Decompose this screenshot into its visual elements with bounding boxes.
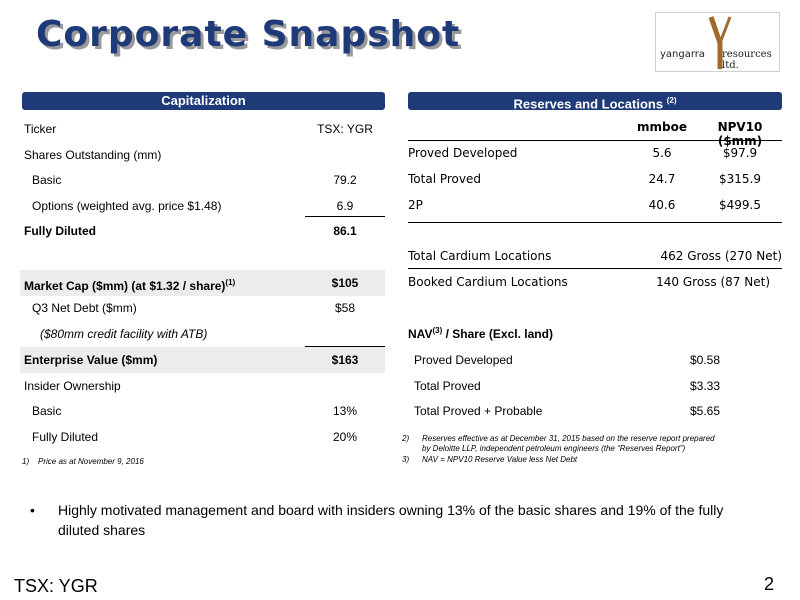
footnote-3: NAV = NPV10 Reserve Value less Net Debt bbox=[422, 455, 578, 464]
cap-label: Shares Outstanding (mm) bbox=[24, 148, 162, 162]
footer-ticker: TSX: YGR bbox=[14, 576, 98, 596]
cap-row-credit-facility bbox=[20, 321, 385, 347]
col-header-mmboe: mmboe bbox=[637, 120, 687, 134]
cap-value: 13% bbox=[332, 404, 358, 418]
cap-row-insider-basic bbox=[20, 398, 385, 424]
row-rule bbox=[408, 268, 782, 269]
nav-label: Total Proved bbox=[414, 379, 481, 393]
nav-value: $5.65 bbox=[690, 404, 721, 418]
footnote-ref: (2) bbox=[666, 96, 677, 105]
reserve-mmboe: 40.6 bbox=[648, 198, 676, 212]
cap-value: 86.1 bbox=[333, 224, 357, 238]
location-value: 462 Gross (270 Net) bbox=[660, 249, 782, 263]
cap-row-net-debt bbox=[20, 295, 385, 321]
cap-label: Q3 Net Debt ($mm) bbox=[32, 301, 137, 315]
cap-row-enterprise-value bbox=[20, 347, 385, 373]
cap-row-market-cap bbox=[20, 270, 385, 296]
section-rule bbox=[408, 222, 782, 223]
cap-row-fully-diluted bbox=[20, 218, 385, 244]
footnote-ref: (3) bbox=[432, 326, 443, 335]
col-header-npv10: NPV10 ($mm) bbox=[717, 120, 763, 148]
reserve-npv: $315.9 bbox=[719, 172, 761, 186]
cap-row-basic bbox=[20, 167, 385, 193]
cap-value: TSX: YGR bbox=[317, 122, 373, 136]
nav-title bbox=[408, 326, 553, 341]
nav-value: $0.58 bbox=[690, 353, 721, 367]
cap-value: 79.2 bbox=[333, 173, 357, 187]
cap-value: $163 bbox=[331, 353, 359, 367]
cap-label: Basic bbox=[32, 173, 62, 187]
nav-title-label: NAV bbox=[408, 327, 433, 341]
cap-value: $105 bbox=[331, 276, 359, 290]
cap-row-insider bbox=[20, 373, 385, 399]
nav-value: $3.33 bbox=[690, 379, 721, 393]
reserve-label: Proved Developed bbox=[408, 146, 518, 160]
header-rule bbox=[408, 140, 782, 141]
sum-line bbox=[305, 216, 385, 217]
page-number: 2 bbox=[763, 574, 774, 594]
cap-value: 20% bbox=[332, 430, 358, 444]
logo-text-left: yangarra bbox=[660, 49, 706, 60]
cap-label: Fully Diluted bbox=[24, 224, 96, 238]
footnote-1: 1) Price as at November 9, 2016 bbox=[22, 457, 144, 466]
reserve-label: Total Proved bbox=[408, 172, 481, 186]
company-logo bbox=[655, 12, 780, 72]
key-point-text: Highly motivated management and board with insiders owning 13% of the basic shares and 19% of the fully diluted shares bbox=[58, 502, 724, 538]
footnote-ref: (1) bbox=[225, 278, 236, 287]
cap-row-ticker bbox=[20, 116, 385, 142]
bullet-mark: • bbox=[30, 502, 35, 518]
page-title: Corporate Snapshot bbox=[36, 14, 461, 55]
cap-row-insider-diluted bbox=[20, 424, 385, 450]
cap-label: Market Cap ($mm) (at $1.32 / share) bbox=[24, 279, 226, 293]
cap-label: Enterprise Value ($mm) bbox=[24, 353, 158, 367]
reserves-header-label: Reserves and Locations bbox=[513, 96, 664, 112]
logo-text-right: resources ltd. bbox=[722, 49, 772, 71]
cap-value: 6.9 bbox=[336, 199, 354, 213]
cap-row-shares bbox=[20, 142, 385, 168]
cap-label: Options (weighted avg. price $1.48) bbox=[32, 199, 222, 213]
reserve-label: 2P bbox=[408, 198, 423, 212]
reserve-mmboe: 5.6 bbox=[652, 146, 672, 160]
location-label: Booked Cardium Locations bbox=[408, 275, 568, 289]
footnote-3-number: 3) bbox=[402, 455, 410, 464]
cap-label: ($80mm credit facility with ATB) bbox=[40, 327, 208, 341]
reserve-mmboe: 24.7 bbox=[648, 172, 676, 186]
cap-label: Ticker bbox=[24, 122, 57, 136]
nav-label: Total Proved + Probable bbox=[414, 404, 543, 418]
nav-title-rest: / Share (Excl. land) bbox=[442, 327, 553, 341]
location-label: Total Cardium Locations bbox=[408, 249, 552, 263]
footnote-2-number: 2) bbox=[402, 434, 410, 443]
cap-label: Insider Ownership bbox=[24, 379, 121, 393]
cap-label: Basic bbox=[32, 404, 62, 418]
nav-label: Proved Developed bbox=[414, 353, 513, 367]
location-value: 140 Gross (87 Net) bbox=[656, 275, 770, 289]
reserve-npv: $499.5 bbox=[719, 198, 761, 212]
reserve-npv: $97.9 bbox=[722, 146, 758, 160]
reserves-header bbox=[408, 92, 782, 110]
cap-label: Fully Diluted bbox=[32, 430, 99, 444]
cap-value: $58 bbox=[334, 301, 356, 315]
footnote-2-line2: by Deloitte LLP, independent petroleum engineers (the “Reserves Report”) bbox=[422, 444, 686, 453]
capitalization-header: Capitalization bbox=[22, 92, 385, 110]
footnote-2-line1: Reserves effective as at December 31, 2015 based on the reserve report prepared bbox=[422, 434, 715, 443]
